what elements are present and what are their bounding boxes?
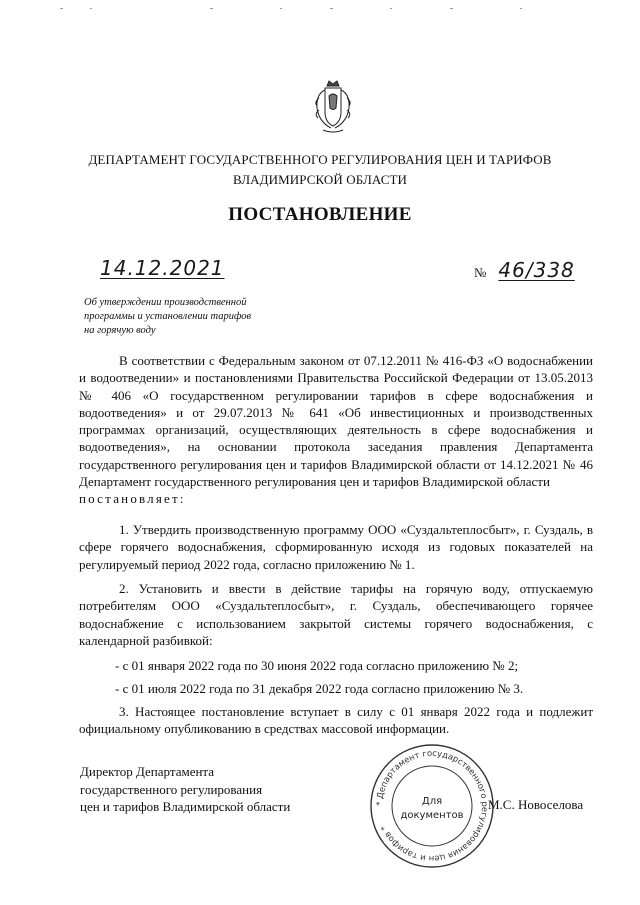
subject-line: программы и установлении тарифов xyxy=(84,311,252,322)
item-3-text: 3. Настоящее постановление вступает в силу с 01 января 2022 года и подлежит официальному опубликованию в средствах массовой информации. xyxy=(79,704,593,737)
department-name-line2: ВЛАДИМИРСКОЙ ОБЛАСТИ xyxy=(232,172,408,187)
signatory-title xyxy=(80,763,330,816)
stamp-center-line2: документов xyxy=(400,810,464,821)
document-date: 14.12.2021 xyxy=(100,256,225,280)
stamp-ring-text: * Департамент государственного регулирования цен и тарифов * xyxy=(373,747,491,865)
period-2-text: - с 01 июля 2022 года по 31 декабря 2022 года согласно приложению № 3. xyxy=(115,681,524,696)
preamble-paragraph xyxy=(79,352,593,508)
stamp-center-line1: Для xyxy=(421,796,443,807)
signatory-name: М.С. Новоселова xyxy=(488,797,584,812)
signatory-line: цен и тарифов Владимирской области xyxy=(80,799,291,814)
item-3-paragraph xyxy=(79,703,593,738)
preamble-text: В соответствии с Федеральным законом от 07.12.2011 № 416-ФЗ «О водоснабжении и водоотведении» и постановлениями Правительства Российской Федерации от 13.05.2013 № 406 «О государственном регулировании тарифов в сфере водоснабжения и водоотведения» и от 29.07.2013 № 641 «Об инвестиционных и производственных программах организаций, осуществляющих деятельность в сфере водоснабжения и водоотведения», на основании протокола заседания правления Департамента государственного регулирования цен и тарифов Владимирской области от 14.12.2021 № 46 Департамент государственного регулирования цен и тарифов Владимирской области xyxy=(79,353,593,490)
official-stamp xyxy=(368,742,496,870)
item-1-text: 1. Утвердить производственную программу ООО «Суздальтеплосбыт», г. Суздаль, в сфере горячего водоснабжения, сформированную исходя из годовых показателей на регулируемый период 2022 года, согласно приложению № 1. xyxy=(79,522,593,572)
period-1-text: - с 01 января 2022 года по 30 июня 2022 года согласно приложению № 2; xyxy=(115,658,519,673)
subject-line: на горячую воду xyxy=(84,325,156,336)
tariff-period-2 xyxy=(79,680,593,697)
document-title: ПОСТАНОВЛЕНИЕ xyxy=(228,204,412,225)
document-number: 46/338 xyxy=(498,258,575,282)
item-2-paragraph xyxy=(79,580,593,649)
decree-word: постановляет: xyxy=(79,491,186,507)
item-2-text: 2. Установить и ввести в действие тарифы на горячую воду, отпускаемую потребителям ООО «Суздальтеплосбыт», г. Суздаль, обеспечивающего горячее водоснабжение с использованием закрытой системы горячего водоснабжения, с календарной разбивкой: xyxy=(79,581,593,648)
number-sign: № xyxy=(474,265,487,280)
signatory-line: государственного регулирования xyxy=(80,781,263,797)
scan-marks xyxy=(60,6,580,12)
department-name-line1: ДЕПАРТАМЕНТ ГОСУДАРСТВЕННОГО РЕГУЛИРОВАНИЯ ЦЕН И ТАРИФОВ xyxy=(88,152,552,167)
subject-line: Об утверждении производственной xyxy=(84,297,247,308)
document-subject xyxy=(84,296,314,338)
tariff-period-1 xyxy=(79,657,593,674)
coat-of-arms-icon xyxy=(311,78,355,136)
signatory-line: Директор Департамента xyxy=(80,764,215,779)
item-1-paragraph xyxy=(79,521,593,573)
